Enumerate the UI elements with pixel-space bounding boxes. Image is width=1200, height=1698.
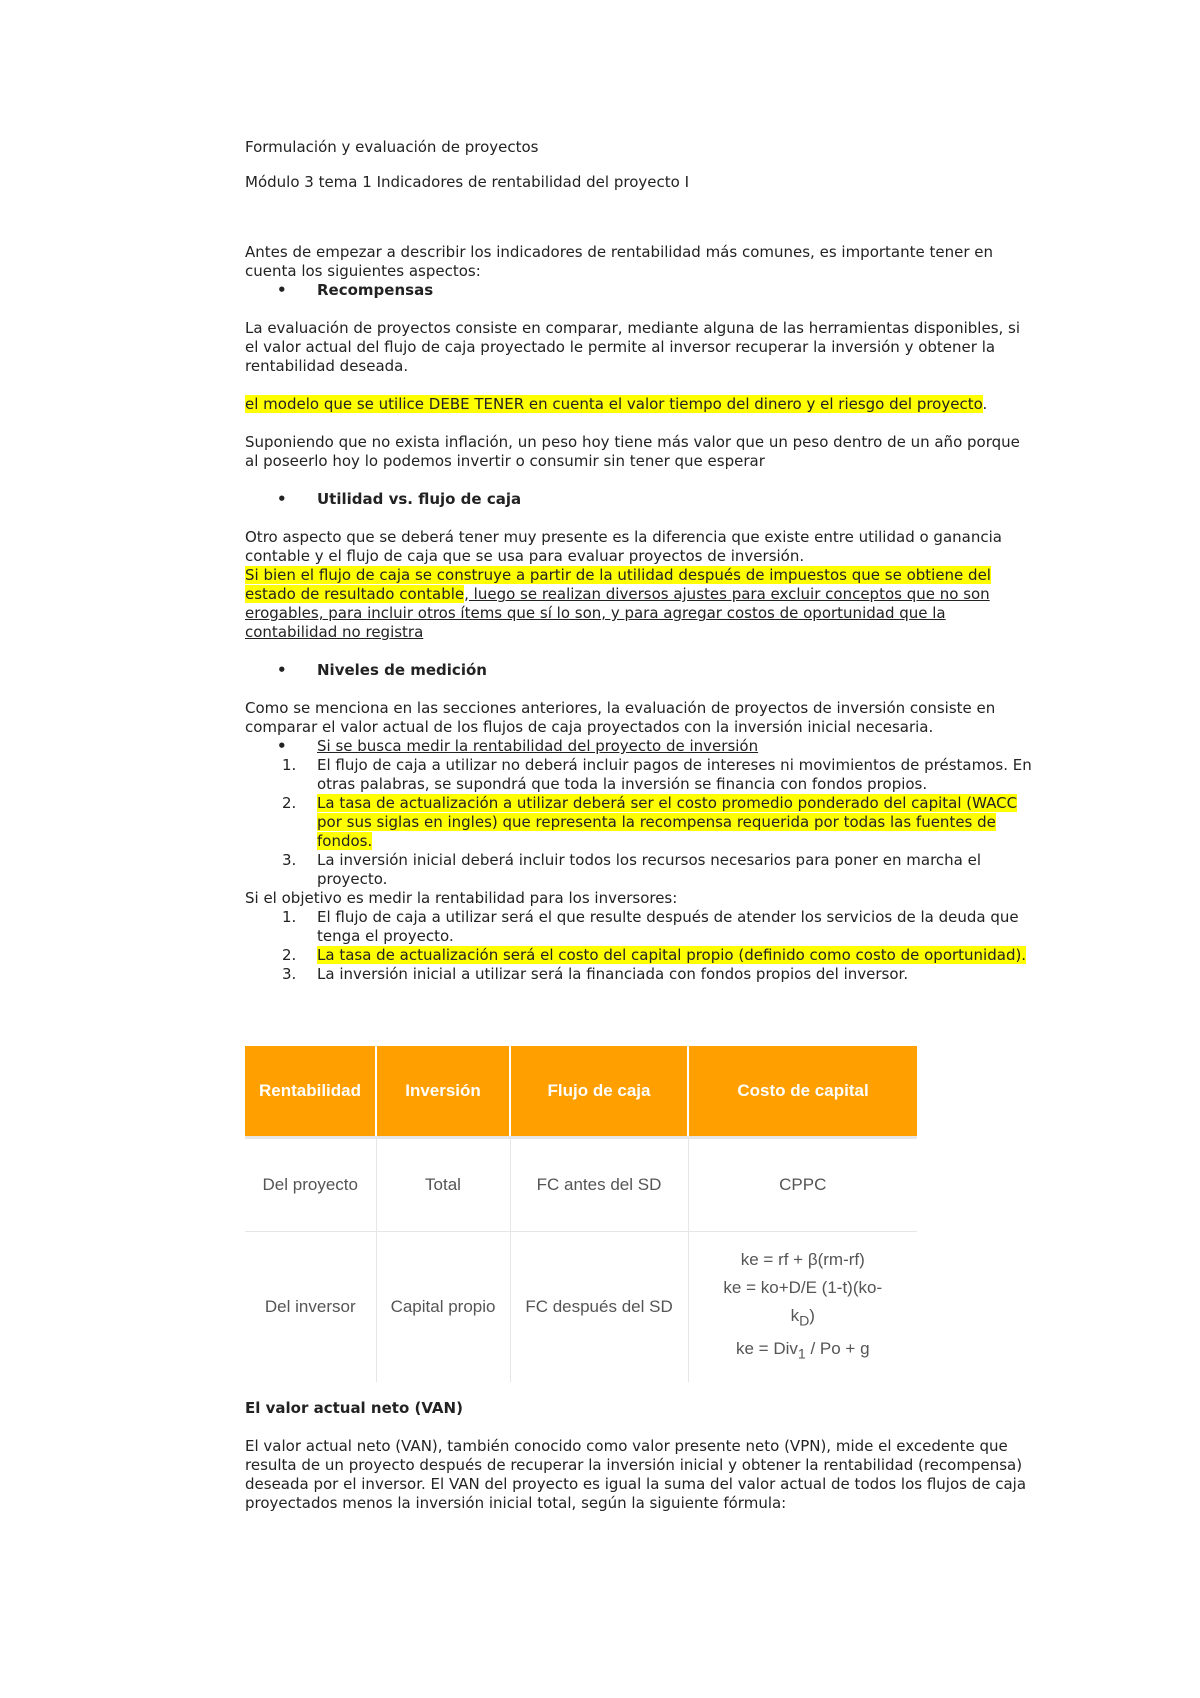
table-cell: CPPC <box>688 1138 917 1232</box>
formula-gordon: ke = Div$_1$ / Po + g <box>735 1339 870 1363</box>
list1-item-2: 2. La tasa de actualización a utilizar deberá ser el costo promedio ponderado del capital (WACC por sus siglas en ingles) que representa la recompensa requerida por todas las fuentes de fondos. <box>282 794 1018 850</box>
document-subtitle: Módulo 3 tema 1 Indicadores de rentabilidad del proyecto I <box>245 173 689 191</box>
bullet-icon: • <box>277 490 287 508</box>
formula-leverage: ke = ko+D/E (1-t)(ko- $k_D$) <box>723 1277 883 1329</box>
list2-item-1: 1. El flujo de caja a utilizar será el que resulte después de atender los servicios de la deuda que tenga el proyecto. <box>282 908 1019 945</box>
heading-niveles: Niveles de medición <box>317 661 487 679</box>
table-cell: FC después del SD <box>510 1232 688 1383</box>
objective-paragraph: Si el objetivo es medir la rentabilidad para los inversores: <box>245 889 678 907</box>
highlighted-text: Si bien el flujo de caja se construye a partir de la utilidad después de impuestos que se obtiene del estado de resultado contable <box>245 566 991 603</box>
list2-item-3: 3. La inversión inicial a utilizar será la financiada con fondos propios del inversor. <box>282 965 909 983</box>
table-header-row <box>245 1046 917 1138</box>
heading-utilidad: Utilidad vs. flujo de caja <box>317 490 522 508</box>
document-page <box>245 138 1035 984</box>
table-header-cell: Costo de capital <box>688 1046 917 1138</box>
list1-item-3: 3. La inversión inicial deberá incluir todos los recursos necesarios para poner en marcha el proyecto. <box>282 851 982 888</box>
van-heading: El valor actual neto (VAN) <box>245 1399 463 1417</box>
recompensas-highlight-paragraph: el modelo que se utilice DEBE TENER en cuenta el valor tiempo del dinero y el riesgo del proyecto. <box>245 395 988 413</box>
list2-item-2: 2. La tasa de actualización será el costo del capital propio (definido como costo de oportunidad). <box>282 946 1027 964</box>
highlighted-text: el modelo que se utilice DEBE TENER en cuenta el valor tiempo del dinero y el riesgo del proyecto <box>245 395 983 413</box>
document-title: Formulación y evaluación de proyectos <box>245 138 539 156</box>
recompensas-paragraph: La evaluación de proyectos consiste en comparar, mediante alguna de las herramientas disponibles, si el valor actual del flujo de caja proyectado le permite al inversor recuperar la inversión y obtener la rentabilidad deseada. <box>245 319 1021 375</box>
table-header-cell: Rentabilidad <box>245 1046 376 1138</box>
sub-bullet <box>245 737 1035 756</box>
formula-cell <box>688 1232 917 1383</box>
formula-capm: ke = rf + β(rm-rf) <box>740 1249 865 1269</box>
heading-recompensas: Recompensas <box>317 281 434 299</box>
underlined-text: luego se realizan diversos ajustes para excluir conceptos que no son erogables, para incluir otros ítems que sí lo son, y para agregar costos de oportunidad que la contabilidad no registra <box>245 585 990 641</box>
sub-bullet-text: Si se busca medir la rentabilidad del proyecto de inversión <box>317 737 759 755</box>
bullet-utilidad <box>245 490 1035 509</box>
table-cell: Capital propio <box>376 1232 510 1383</box>
van-paragraph: El valor actual neto (VAN), también conocido como valor presente neto (VPN), mide el excedente que resulta de un proyecto después de recuperar la inversión inicial y obtener la rentabilidad (recompensa) deseada por el inversor. El VAN del proyecto es igual la suma del valor actual de todos los flujos de caja proyectados menos la inversión inicial total, según la siguiente fórmula: <box>245 1437 1027 1512</box>
bullet-icon: • <box>277 281 287 299</box>
table-header-cell: Inversión <box>376 1046 510 1138</box>
utilidad-highlight-paragraph: Si bien el flujo de caja se construye a partir de la utilidad después de impuestos que se obtiene del estado de resultado contable, luego se realizan diversos ajustes para excluir conceptos que no son erogables, para incluir otros ítems que sí lo son, y para agregar costos de oportunidad que la contabilidad no registra <box>245 566 991 641</box>
table-cell: Total <box>376 1138 510 1232</box>
table-row <box>245 1138 917 1232</box>
table-cell: Del inversor <box>245 1232 376 1383</box>
utilidad-paragraph: Otro aspecto que se deberá tener muy presente es la diferencia que existe entre utilidad o ganancia contable y el flujo de caja que se usa para evaluar proyectos de inversión. <box>245 528 1002 565</box>
bullet-recompensas <box>245 281 1035 300</box>
table-row <box>245 1232 917 1383</box>
list1-item-1: 1. El flujo de caja a utilizar no deberá incluir pagos de intereses ni movimientos de préstamos. En otras palabras, se supondrá que toda la inversión se financia con fondos propios. <box>282 756 1032 793</box>
bullet-icon: • <box>277 737 287 755</box>
table-cell: FC antes del SD <box>510 1138 688 1232</box>
inflation-paragraph: Suponiendo que no exista inflación, un peso hoy tiene más valor que un peso dentro de un año porque al poseerlo hoy lo podemos invertir o consumir sin tener que esperar <box>245 433 1020 470</box>
rentabilidad-table <box>245 1046 917 1382</box>
niveles-paragraph: Como se menciona en las secciones anteriores, la evaluación de proyectos de inversión consiste en comparar el valor actual de los flujos de caja proyectados con la inversión inicial necesaria. <box>245 699 996 736</box>
van-section <box>245 1399 1035 1513</box>
intro-paragraph: Antes de empezar a describir los indicadores de rentabilidad más comunes, es importante tener en cuenta los siguientes aspectos: <box>245 243 994 280</box>
bullet-niveles <box>245 661 1035 680</box>
bullet-icon: • <box>277 661 287 679</box>
table-header-cell: Flujo de caja <box>510 1046 688 1138</box>
table-cell: Del proyecto <box>245 1138 376 1232</box>
